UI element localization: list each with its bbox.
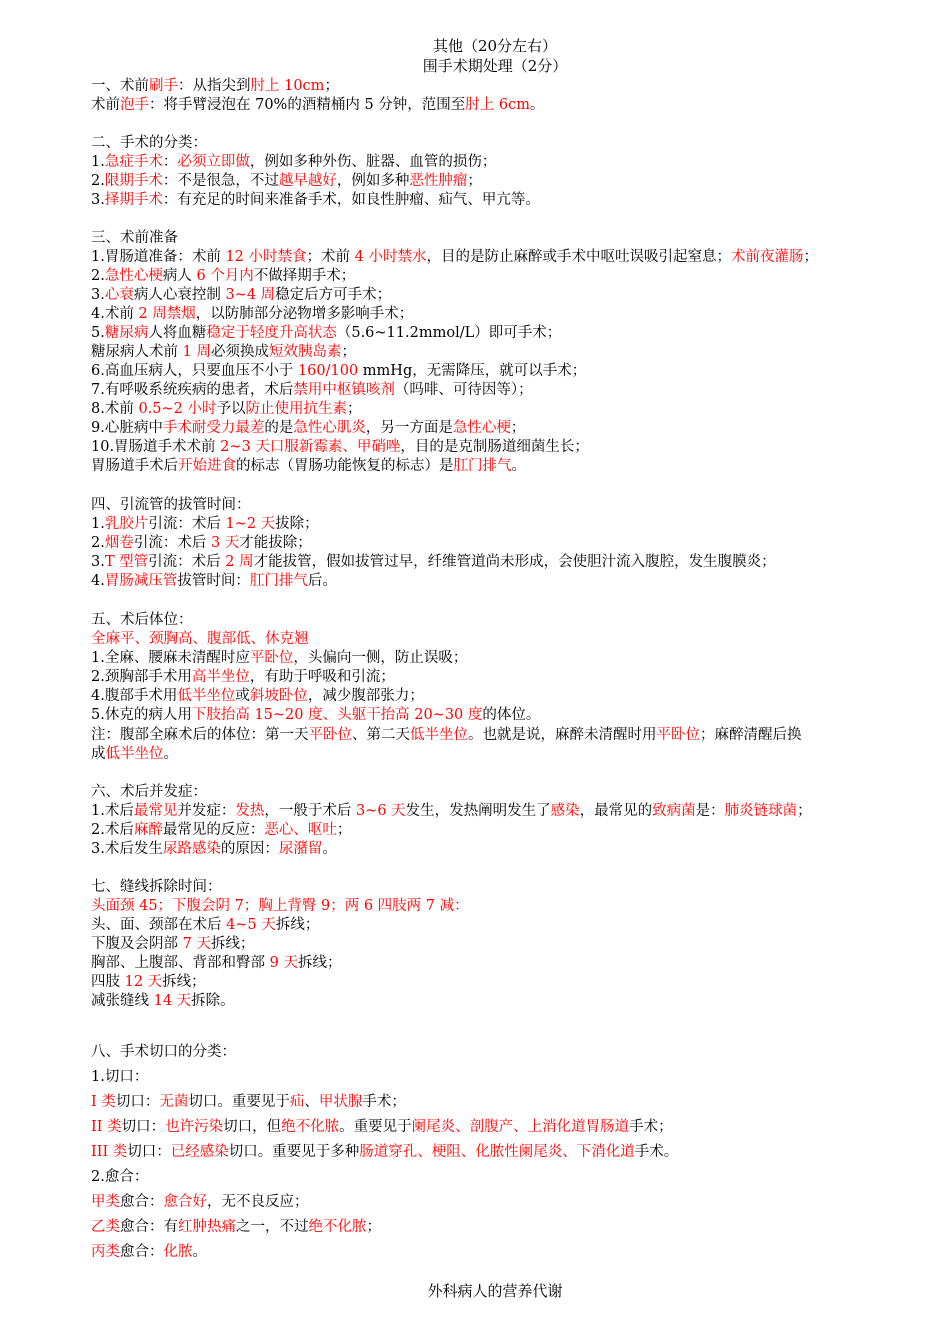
highlighted-text: III 类 [91, 1144, 128, 1160]
highlighted-text: 择期手术 [104, 192, 163, 208]
body-text: 八、手术切口的分类： [91, 1044, 236, 1060]
body-text: 拆线； [162, 974, 206, 990]
body-text: 切口。重要见于 [188, 1094, 290, 1110]
highlighted-text: T 型管 [104, 554, 149, 570]
body-text: mmHg，无需降压，就可以手术； [358, 363, 587, 379]
text-line [91, 1093, 406, 1112]
section-title: 围手术期处理（2分） [422, 57, 568, 75]
body-text: 5. [91, 325, 105, 341]
highlighted-text: 麻醉 [133, 822, 163, 838]
text-line [91, 419, 525, 438]
body-text: 病人 [162, 268, 197, 284]
body-text: 一、术前 [91, 78, 149, 94]
body-text: 4.腹部手术用 [91, 688, 178, 704]
text-line [91, 954, 341, 973]
text-line [91, 687, 424, 706]
body-text: 不做择期手术； [253, 268, 356, 284]
highlighted-text: 尿潴留 [278, 841, 323, 857]
document-title: 其他（20分左右） [432, 37, 558, 55]
highlighted-text: 1~2 天 [225, 516, 276, 532]
text-line [91, 802, 812, 821]
body-text: ； [341, 344, 356, 360]
body-text: ，减少腹部张力； [307, 688, 424, 704]
body-text: 1.全麻、腰麻未清醒时应 [91, 650, 250, 666]
body-text: 胸部、上腹部、背部和臀部 [91, 955, 270, 971]
highlighted-text: 甲类 [91, 1194, 120, 1210]
text-line [91, 496, 251, 515]
text-line [91, 153, 496, 172]
highlighted-text: 肺炎链球菌 [724, 803, 798, 819]
highlighted-text: 急症手术 [104, 154, 163, 170]
body-text: 2.颈胸部手术用 [91, 669, 192, 685]
highlighted-text: 糖尿病 [104, 325, 149, 341]
highlighted-text: 防止使用抗生素 [245, 401, 347, 417]
body-text: 手术。 [634, 1144, 679, 1160]
body-text: 10.胃肠道手术术前 [91, 439, 221, 455]
text-line [91, 362, 586, 381]
highlighted-text: 愈合好 [163, 1194, 207, 1210]
highlighted-text: 乳胶片 [104, 516, 149, 532]
highlighted-text: 2 周禁烟 [138, 306, 196, 322]
body-text: 6.高血压病人，只要血压不小于 [91, 363, 298, 379]
body-text: 、 [304, 1094, 319, 1110]
body-text: ； [347, 401, 362, 417]
highlighted-text: 急性心肌炎 [293, 420, 366, 436]
highlighted-text: 低半坐位 [105, 746, 164, 762]
highlighted-text: 疝 [289, 1094, 305, 1110]
text-line [91, 134, 207, 153]
highlighted-text: 4~5 天 [226, 917, 276, 933]
body-text: 切口： [115, 1094, 160, 1110]
highlighted-text: 已经感染 [170, 1144, 229, 1160]
body-text: ，例如多种 [336, 173, 410, 189]
body-text: 。 [511, 458, 526, 474]
highlighted-text: 14 天 [153, 993, 192, 1009]
body-text: ，头偏向一侧，防止误吸； [293, 650, 468, 666]
highlighted-text: 全麻平、颈胸高、腹部低、休克翘 [91, 631, 309, 647]
body-text: 愈合：有 [120, 1219, 178, 1235]
highlighted-text: 越早越好 [278, 173, 337, 189]
body-text: 2.愈合： [91, 1169, 149, 1185]
body-text: 。 [163, 746, 178, 762]
body-text: 是： [695, 803, 725, 819]
body-text: 后。 [307, 573, 337, 589]
highlighted-text: 0.5~2 小时 [138, 401, 217, 417]
body-text: 才能拔除； [239, 535, 312, 551]
body-text: 引流：术后 [133, 535, 211, 551]
body-text: 。重要见于 [339, 1119, 412, 1135]
body-text: 切口。重要见于多种 [228, 1144, 360, 1160]
body-text: 拔除； [275, 516, 319, 532]
highlighted-text: 发热 [235, 803, 265, 819]
body-text: 切口： [127, 1144, 171, 1160]
highlighted-text: 7 天 [182, 936, 211, 952]
highlighted-text: 160/100 [297, 363, 359, 379]
highlighted-text: 下肢抬高 15~20 度、头躯干抬高 20~30 度 [191, 707, 483, 723]
text-line [91, 515, 319, 534]
body-text: 人将血糖 [148, 325, 207, 341]
highlighted-text: 肛门排气 [249, 573, 308, 589]
body-text: 拆除。 [191, 993, 235, 1009]
body-text: 稳定后方可手术； [275, 287, 392, 303]
highlighted-text: 致病菌 [652, 803, 696, 819]
text-line [91, 1143, 678, 1162]
body-text: 注：腹部全麻术后的体位：第一天 [91, 727, 309, 743]
highlighted-text: 短效胰岛素 [268, 344, 342, 360]
text-line [91, 878, 222, 897]
body-text: ； [797, 803, 812, 819]
highlighted-text: 低半坐位 [410, 727, 468, 743]
body-text: 予以 [216, 401, 246, 417]
highlighted-text: 9 天 [269, 955, 298, 971]
body-text: ：从指尖到 [178, 78, 251, 94]
highlighted-text: 6 个月内 [196, 268, 254, 284]
body-text: ；术前 [306, 249, 355, 265]
highlighted-text: 泡手 [120, 97, 149, 113]
highlighted-text: 恶心、呕吐 [264, 822, 337, 838]
highlighted-text: 12 天 [124, 974, 163, 990]
body-text: 切口： [121, 1119, 166, 1135]
body-text: 引流：术后 [148, 554, 226, 570]
highlighted-text: 平卧位 [656, 727, 700, 743]
text-line [91, 840, 337, 859]
body-text: 成 [91, 746, 106, 762]
highlighted-text: 红肿热痛 [178, 1219, 236, 1235]
text-line [91, 726, 802, 745]
highlighted-text: 开始进食 [178, 458, 236, 474]
body-text: ； [324, 78, 339, 94]
body-text: 切口，但 [223, 1119, 282, 1135]
body-text: 。 [322, 841, 337, 857]
body-text: 三、术前准备 [91, 230, 178, 246]
highlighted-text: 烟卷 [104, 535, 134, 551]
body-text: 拔管时间： [177, 573, 250, 589]
body-text: ，以防肺部分泌物增多影响手术； [195, 306, 414, 322]
highlighted-text: 刷手 [149, 78, 178, 94]
body-text: 1.胃肠道准备：术前 [91, 249, 226, 265]
body-text: 。 [530, 97, 545, 113]
body-text: 。也就是说，麻醉未清醒时用 [468, 727, 657, 743]
highlighted-text: 无菌 [159, 1094, 189, 1110]
next-section-title: 外科病人的营养代谢 [427, 1282, 563, 1300]
body-text: 拆线； [210, 936, 255, 952]
body-text: 必须换成 [210, 344, 269, 360]
body-text: 下腹及会阴部 [91, 936, 183, 952]
highlighted-text: 稳定于轻度升高状态 [206, 325, 337, 341]
body-text: ，一般于术后 [264, 803, 356, 819]
body-text: ：不是很急，不过 [162, 173, 279, 189]
body-text: ；麻醉清醒后换 [700, 727, 802, 743]
body-text: 1. [91, 154, 105, 170]
body-text: 减张缝线 [91, 993, 154, 1009]
body-text: ； [467, 173, 482, 189]
text-line [91, 324, 561, 343]
text-line [91, 381, 533, 400]
body-text: 术前 [91, 97, 120, 113]
body-text: 引流：术后 [148, 516, 226, 532]
text-line [91, 630, 309, 649]
highlighted-text: 低半坐位 [177, 688, 236, 704]
body-text: ，例如多种外伤、脏器、血管的损伤； [249, 154, 497, 170]
highlighted-text: 乙类 [91, 1219, 120, 1235]
text-line [91, 1043, 236, 1062]
text-line [91, 1118, 673, 1137]
body-text: ； [510, 420, 526, 436]
highlighted-text: 平卧位 [308, 727, 352, 743]
body-text: 发生，发热阐明发生了 [405, 803, 551, 819]
body-text: 3. [91, 554, 105, 570]
body-text: 拆线； [275, 917, 320, 933]
body-text: 4.术前 [91, 306, 139, 322]
text-line [91, 172, 482, 191]
text-line [91, 438, 589, 457]
text-line [91, 191, 540, 210]
text-line [91, 611, 193, 630]
text-line [91, 745, 178, 764]
body-text: 3. [91, 192, 105, 208]
highlighted-text: 化脓 [163, 1244, 193, 1260]
text-line [91, 534, 312, 553]
body-text: 2. [91, 535, 105, 551]
body-text: 。 [192, 1244, 207, 1260]
text-line [91, 992, 235, 1011]
body-text: 四肢 [91, 974, 125, 990]
body-text: ，目的是克制肠道细菌生长； [400, 439, 589, 455]
highlighted-text: 感染 [550, 803, 580, 819]
text-line [91, 1193, 309, 1212]
text-line [91, 457, 526, 476]
highlighted-text: I 类 [91, 1094, 116, 1110]
highlighted-text: 恶性肿瘤 [409, 173, 468, 189]
text-line [91, 572, 337, 591]
highlighted-text: 3~6 天 [355, 803, 406, 819]
highlighted-text: 12 小时禁食 [225, 249, 307, 265]
highlighted-text: 阑尾炎、剖腹产、上消化道胃肠道 [411, 1119, 630, 1135]
text-line [91, 897, 469, 916]
text-line [91, 1218, 381, 1237]
body-text: 头、面、颈部在术后 [91, 917, 227, 933]
body-text: ，最常见的 [579, 803, 653, 819]
highlighted-text: 限期手术 [104, 173, 163, 189]
body-text: 3.术后发生 [91, 841, 163, 857]
text-line [91, 96, 545, 115]
body-text: 病人心衰控制 [133, 287, 226, 303]
highlighted-text: 肘上 6cm [465, 97, 530, 113]
text-line [91, 668, 395, 687]
body-text: ：有充足的时间来准备手术，如良性肿瘤、疝气、甲亢等。 [162, 192, 540, 208]
highlighted-text: 2~3 天口服新霉素、甲硝唑 [220, 439, 401, 455]
highlighted-text: 平卧位 [249, 650, 294, 666]
highlighted-text: 胃肠减压管 [104, 573, 178, 589]
text-line [91, 77, 339, 96]
body-text: 的是 [264, 420, 294, 436]
text-line [91, 248, 818, 267]
text-line [91, 1168, 148, 1187]
text-line [91, 1243, 207, 1262]
body-text: 或 [235, 688, 250, 704]
body-text: 1.切口： [91, 1069, 149, 1085]
text-line [91, 973, 206, 992]
body-text: ： [162, 154, 178, 170]
body-text: 5.休克的病人用 [91, 707, 192, 723]
body-text: 1.术后 [91, 803, 134, 819]
body-text: 七、缝线拆除时间： [91, 879, 222, 895]
text-line [91, 267, 355, 286]
highlighted-text: 术前夜灌肠 [730, 249, 804, 265]
body-text: 手术； [362, 1094, 406, 1110]
highlighted-text: 急性心梗 [452, 420, 511, 436]
text-line [91, 553, 776, 572]
highlighted-text: 头面颈 45；下腹会阴 7；胸上背臀 9；两 6 四肢两 7 减： [91, 898, 469, 914]
body-text: （5.6~11.2mmol/L）即可手术； [336, 325, 562, 341]
body-text: 9.心脏病中 [91, 420, 163, 436]
body-text: ，无不良反应； [207, 1194, 309, 1210]
text-line [91, 916, 319, 935]
body-text: 的体位。 [482, 707, 541, 723]
highlighted-text: II 类 [91, 1119, 122, 1135]
text-line [91, 286, 391, 305]
body-text: ：将手臂浸泡在 70%的酒精桶内 5 分钟，范围至 [149, 97, 466, 113]
highlighted-text: 4 小时禁水 [354, 249, 427, 265]
text-line [91, 305, 413, 324]
highlighted-text: 绝不化脓 [281, 1119, 340, 1135]
highlighted-text: 高半坐位 [191, 669, 250, 685]
text-line [91, 935, 254, 954]
highlighted-text: 肠道穿孔、梗阻、化脓性阑尾炎、下消化道 [359, 1144, 635, 1160]
body-text: 并发症： [177, 803, 236, 819]
highlighted-text: 也许污染 [165, 1119, 224, 1135]
text-line [91, 229, 178, 248]
text-line [91, 649, 467, 668]
body-text: 四、引流管的拔管时间： [91, 497, 251, 513]
highlighted-text: 最常见 [133, 803, 178, 819]
body-text: （吗啡、可待因等）； [394, 382, 533, 398]
text-line [91, 400, 362, 419]
body-text: 手术； [629, 1119, 673, 1135]
highlighted-text: 绝不化脓 [308, 1219, 367, 1235]
body-text: 最常见的反应： [162, 822, 265, 838]
highlighted-text: 急性心梗 [104, 268, 163, 284]
body-text: 二、手术的分类： [91, 135, 207, 151]
highlighted-text: 肘上 10cm [250, 78, 325, 94]
body-text: 、第二天 [352, 727, 410, 743]
body-text: 之一，不过 [236, 1219, 309, 1235]
body-text: 的标志（胃肠功能恢复的标志）是 [236, 458, 454, 474]
body-text: ； [803, 249, 818, 265]
body-text: 3. [91, 287, 105, 303]
body-text: 的原因： [220, 841, 279, 857]
body-text: 才能拔管，假如拔管过早，纤维管道尚未形成，会使胆汁流入腹腔，发生腹膜炎； [253, 554, 776, 570]
body-text: 7.有呼吸系统疾病的患者，术后 [91, 382, 294, 398]
highlighted-text: 甲状腺 [318, 1094, 363, 1110]
highlighted-text: 3 天 [210, 535, 240, 551]
highlighted-text: 1 周 [182, 344, 211, 360]
highlighted-text: 尿路感染 [162, 841, 221, 857]
highlighted-text: 手术耐受力最差 [162, 420, 265, 436]
text-line [91, 706, 540, 725]
highlighted-text: 斜坡卧位 [249, 688, 308, 704]
body-text: 8.术前 [91, 401, 139, 417]
highlighted-text: 必须立即做 [177, 154, 250, 170]
body-text: 五、术后体位： [91, 612, 193, 628]
body-text: 糖尿病人术前 [91, 344, 183, 360]
highlighted-text: 3~4 周 [225, 287, 276, 303]
body-text: 胃肠道手术后 [91, 458, 178, 474]
text-line [91, 343, 356, 362]
body-text: 愈合： [120, 1244, 164, 1260]
body-text: 2. [91, 268, 105, 284]
highlighted-text: 肛门排气 [453, 458, 512, 474]
body-text: 愈合： [120, 1194, 164, 1210]
text-line [91, 783, 207, 802]
body-text: 1. [91, 516, 105, 532]
text-line [91, 821, 351, 840]
highlighted-text: 心衰 [104, 287, 134, 303]
body-text: ，目的是防止麻醉或手术中呕吐误吸引起窒息； [426, 249, 731, 265]
body-text: ，另一方面是 [365, 420, 453, 436]
body-text: 拆线； [297, 955, 342, 971]
body-text: ； [336, 822, 352, 838]
highlighted-text: 禁用中枢镇咳剂 [293, 382, 395, 398]
body-text: 4. [91, 573, 105, 589]
highlighted-text: 2 周 [225, 554, 254, 570]
body-text: ； [366, 1219, 381, 1235]
text-line [91, 1068, 148, 1087]
body-text: ，有助于呼吸和引流； [249, 669, 395, 685]
highlighted-text: 丙类 [91, 1244, 120, 1260]
body-text: 六、术后并发症： [91, 784, 207, 800]
body-text: 2.术后 [91, 822, 134, 838]
body-text: 2. [91, 173, 105, 189]
